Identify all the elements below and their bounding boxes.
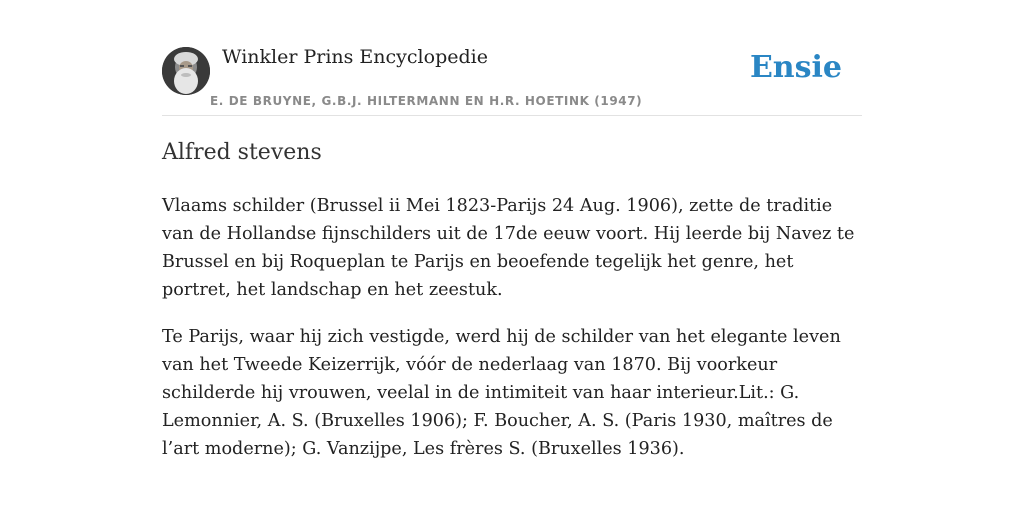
source-header: [162, 0, 862, 116]
ensie-logo-link[interactable]: Ensie: [749, 50, 842, 85]
article-paragraph: Te Parijs, waar hij zich vestigde, werd hij de schilder van het elegante leven van het Tweede Keizerrijk, vóór de nederlaag van 1870. Bij voorkeur schilderde hij vrouwen, veelal in de intimiteit van haar interieur.Lit.: G. Lemonnier, A. S. (Bruxelles 1906); F. Boucher, A. S. (Paris 1930, maîtres de l’art moderne); G. Vanzijpe, Les frères S. (Bruxelles 1936).: [162, 327, 841, 459]
article-body: [162, 192, 862, 482]
source-title[interactable]: Winkler Prins Encyclopedie: [222, 46, 488, 68]
bearded-man-portrait-icon[interactable]: [162, 47, 210, 95]
article-title: Alfred stevens: [162, 140, 322, 165]
page: [162, 0, 862, 512]
article-paragraph: Vlaams schilder (Brussel ii Mei 1823-Parijs 24 Aug. 1906), zette de traditie van de Hollandse fijnschilders uit de 17de eeuw voort. Hij leerde bij Navez te Brussel en bij Roqueplan te Parijs en beoefende tegelijk het genre, het portret, het landschap en het zeestuk.: [162, 196, 855, 300]
source-authors: E. DE BRUYNE, G.B.J. HILTERMANN EN H.R. HOETINK (1947): [210, 94, 643, 108]
